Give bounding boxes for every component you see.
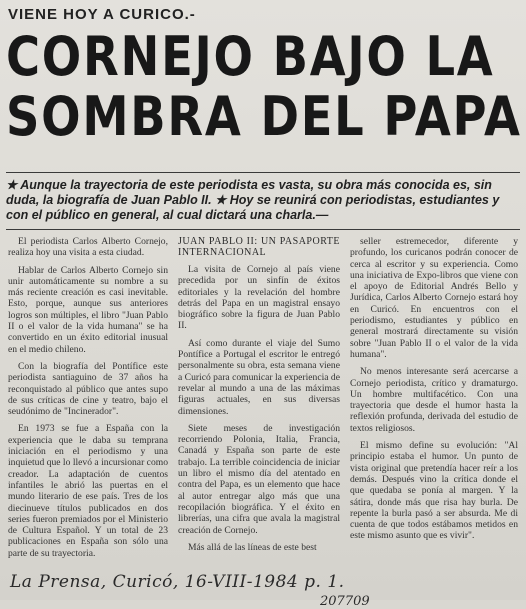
paragraph: Así como durante el viaje del Sumo Pontífice a Portugal el escritor le entregó personalmente su obra, esta semana viene a Curicó para comunicar la experiencia de revelar al mundo a una de las máximas figuras actuales, en sus diversas dimensiones. [178, 337, 340, 417]
paragraph: seller estremecedor, diferente y profundo, los curicanos podrán conocer de cerca al escritor y su experiencia. Como una iniciativa de Expo-libros que viene con el apoyo de Editorial Andrés Bello y Jurídica, Carlos Alberto Cornejo estará hoy en Curicó. En encuentros con el periodismo, estudiantes y público en general mostrará directamente su visión sobre "Juan Pablo II o el valor de la vida humana". [350, 236, 518, 360]
headline [6, 25, 522, 148]
divider-rule [6, 229, 520, 230]
paragraph: El mismo define su evolución: "Al principio estaba el humor. Un punto de vista original que pretendía hacer reír a los demás. Después vino la crítica donde el que quedaba se ponía al margen. Y la sátira, donde más que risa hay burla. De repente la burla pasó a ser absurda. Me di cuenta de que todos estábamos metidos en este mismo asunto que es vivir". [350, 440, 518, 542]
section-subhead: JUAN PABLO II: UN PASAPORTE INTERNACIONAL [178, 236, 340, 258]
paragraph: Con la biografía del Pontífice este periodista santiaguino de 37 años ha reconquistado al público que antes supo de sus críticas de cine y teatro, bajo el seudónimo de "Incinerador". [8, 360, 168, 418]
kicker: VIENE HOY A CURICO.- [8, 6, 196, 23]
paragraph: Hablar de Carlos Alberto Cornejo sin unir automáticamente su nombre a su más reciente creación es casi inevitable. Esto, porque, aunque sus anteriores logros son múltiples, el libro "Juan Pablo II o el valor de la vida humana" se ha convertido en un éxito editorial inusual en el medio chileno. [8, 264, 168, 355]
lead-paragraph: ★ Aunque la trayectoria de este periodista es vasta, su obra más conocida es, sin duda, la biografía de Juan Pablo II. ★ Hoy se reunirá con periodistas, estudiantes y con el público en general, al cual dictará una charla.— [6, 178, 500, 222]
archive-number: 207709 [320, 594, 370, 609]
handwritten-source-note: La Prensa, Curicó, 16-VIII-1984 p. 1. [10, 572, 345, 592]
paragraph: Más allá de las líneas de este best [188, 541, 317, 553]
paragraph: El periodista Carlos Alberto Cornejo, realiza hoy una visita a esta ciudad. [8, 236, 168, 259]
article-column-3 [350, 236, 518, 566]
headline-line-2: SOMBRA DEL PAPA [6, 85, 522, 148]
paragraph: En 1973 se fue a España con la experiencia que le daba su temprana iniciación en el periodismo y una inquietud que lo llevó a incursionar como creador. La adaptación de cuentos infantiles le abrió las puertas en el mundo literario de ese país. Tres de los diecinueve títulos publicados en dos series fueron premiados por el Ministerio de Cultura Español. Y un total de 23 publicaciones en España son sólo una parte de su trayectoria. [8, 423, 168, 559]
article-column-2 [178, 236, 340, 566]
divider-rule [6, 172, 520, 173]
paragraph: Siete meses de investigación recorriendo Polonia, Italia, Francia, Canadá y España son parte de este trabajo. La terrible coincidencia de iniciar un libro el mismo día del atentado en contra del Papa, es un elemento que hace al autor entregar algo más que una recopilación biográfica. Y el éxito en librerías, una cifra que avala la magistral creación de Cornejo. [178, 422, 340, 536]
article-column-1 [8, 236, 168, 566]
headline-line-1: CORNEJO BAJO LA [6, 25, 495, 88]
paragraph: No menos interesante será acercarse a Cornejo periodista, crítico y dramaturgo. Un hombre multifacético. Con una trayectoria que desde el humor hasta la reflexión profunda, derivada del estudio de textos religiosos. [350, 366, 518, 434]
paragraph: La visita de Cornejo al país viene precedida por un sinfín de éxitos editoriales y la revelación del hombre detrás del Papa en un magistral ensayo biográfico sobre la figura de Juan Pablo II. [178, 264, 340, 332]
